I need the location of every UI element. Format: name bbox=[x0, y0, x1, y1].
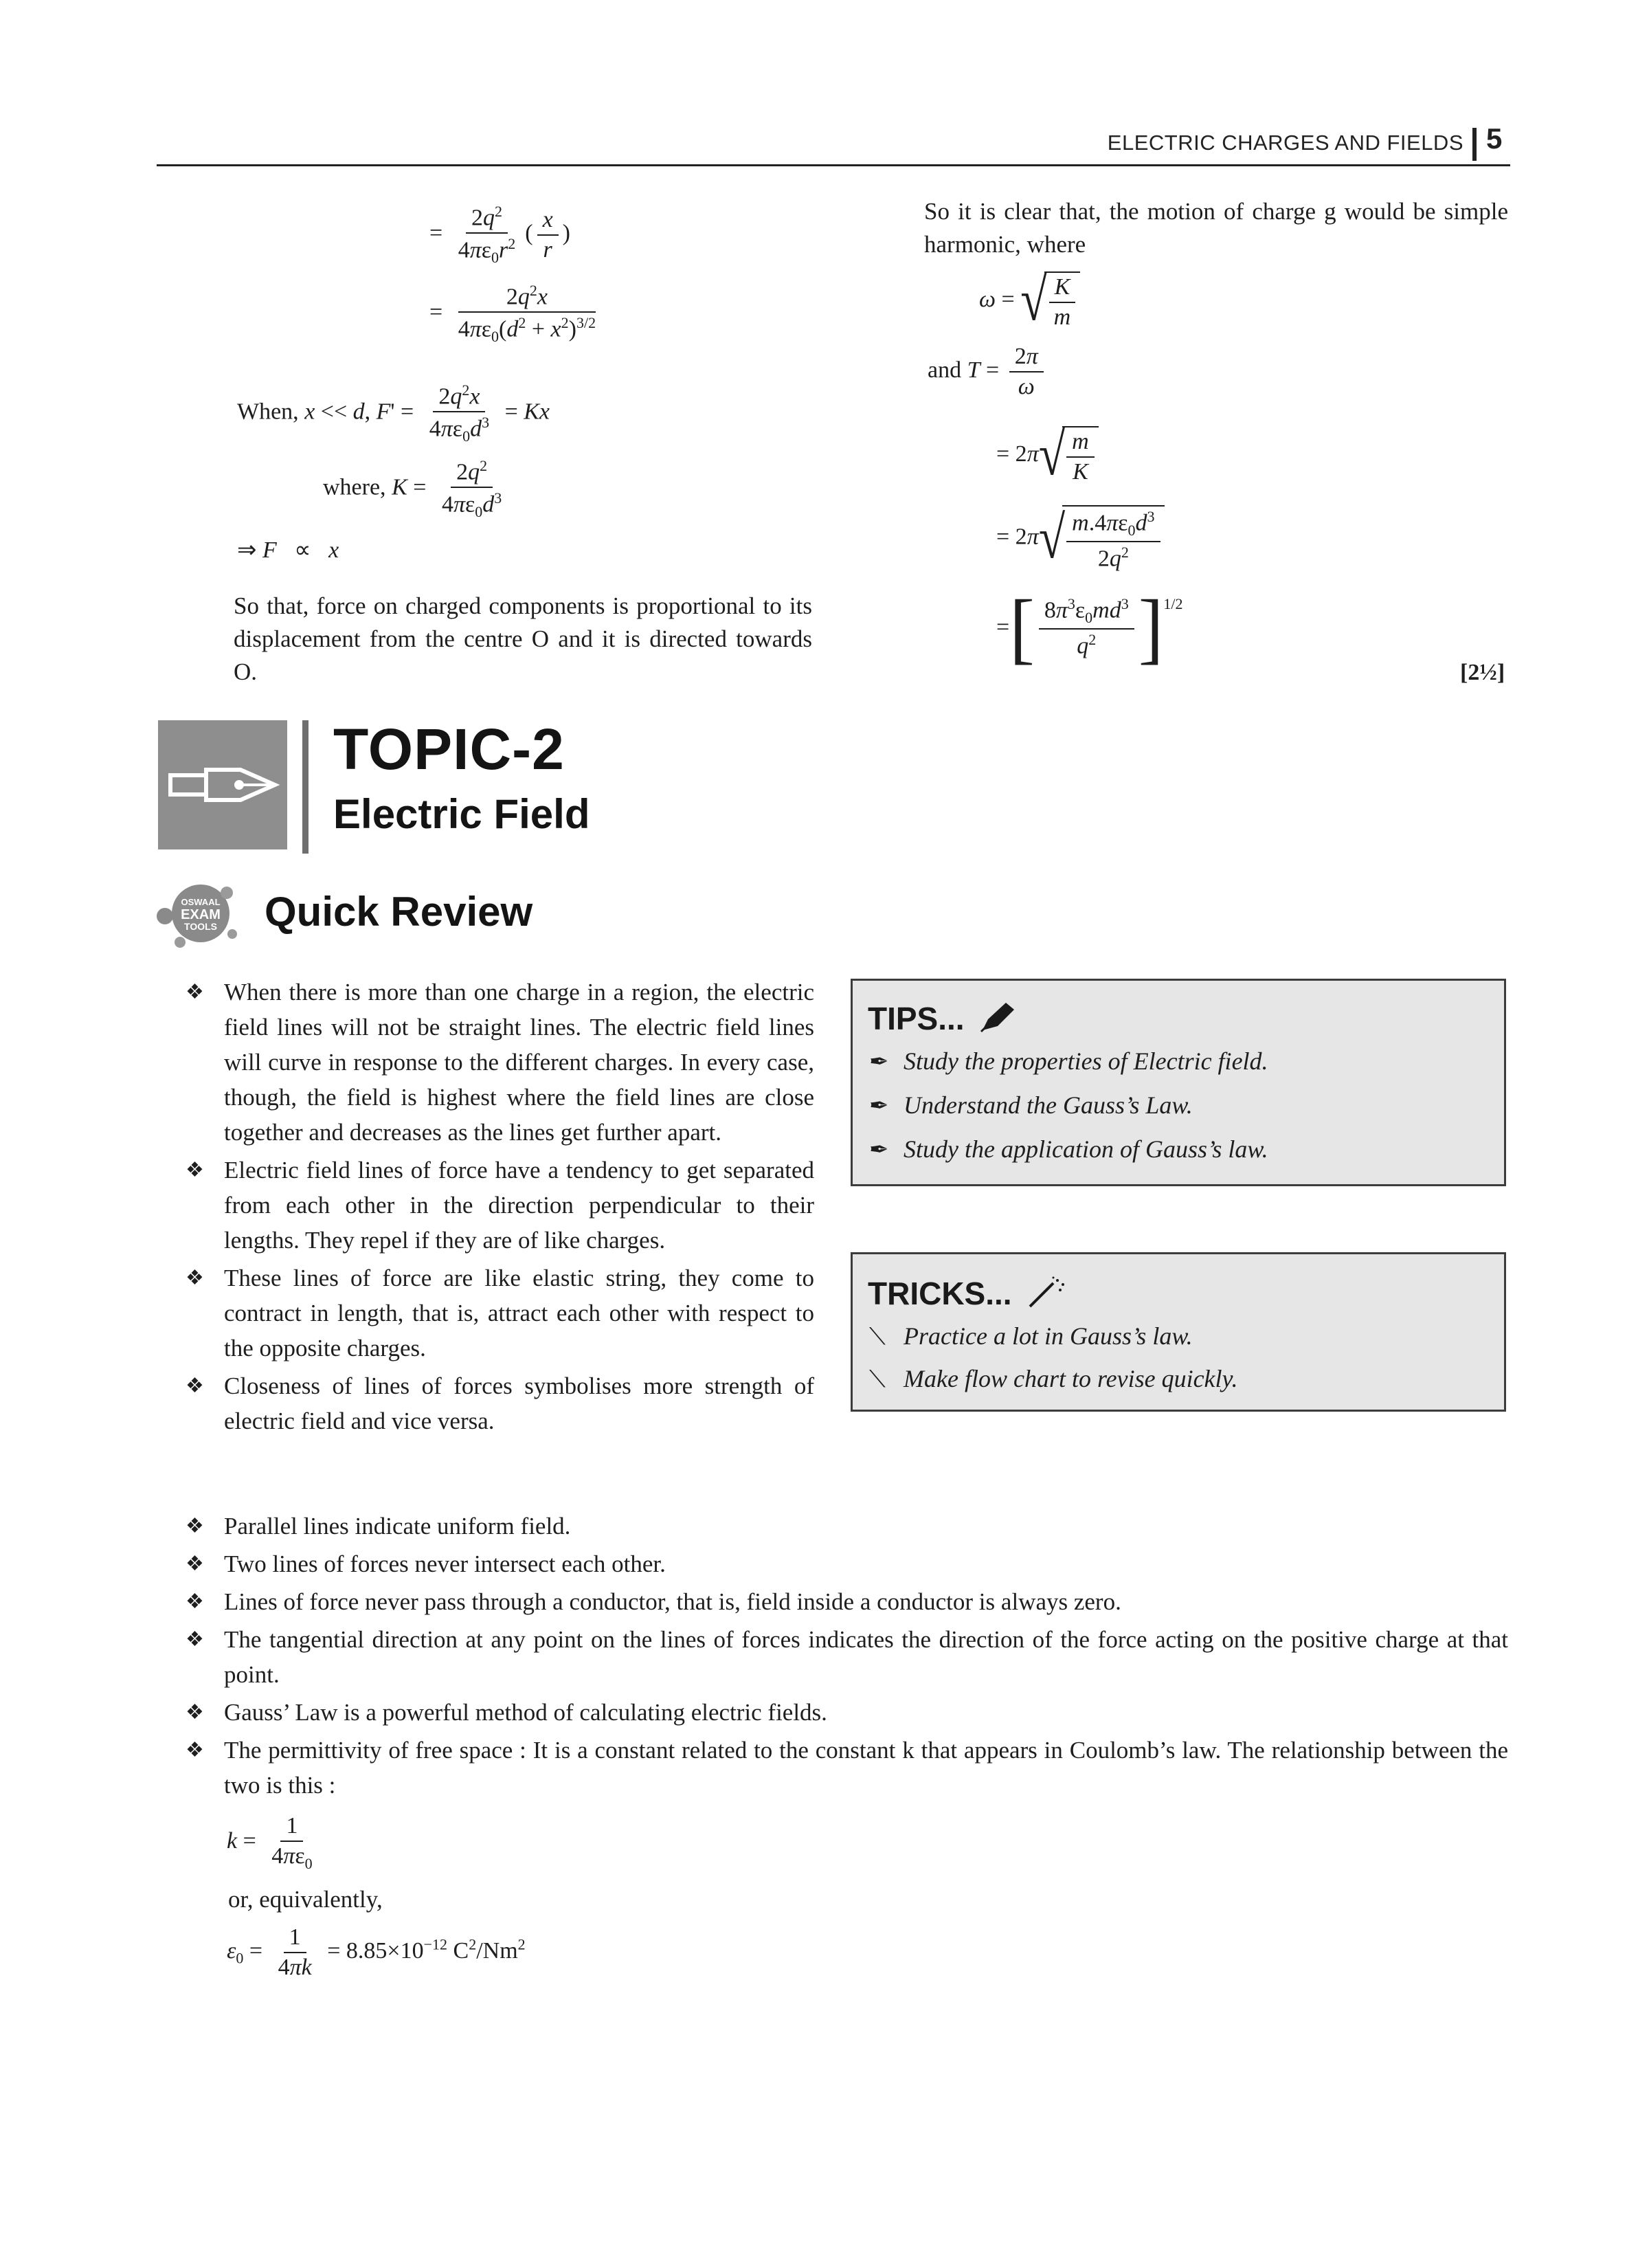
topic-subtitle: Electric Field bbox=[333, 791, 590, 837]
exam-tools-logo bbox=[153, 876, 242, 952]
logo-text-1: OSWAAL bbox=[181, 897, 221, 907]
list-item: ❖ Closeness of lines of forces symbolises more strength of electric field and vice versa. bbox=[186, 1368, 814, 1438]
list-item: ❖ Lines of force never pass through a conductor, that is, field inside a conductor is always zero. bbox=[186, 1584, 1508, 1619]
permittivity-equation: $\varepsilon_0$ = $\frac{1}{4\pi k}$ = $8.85\times 10^{-12}$ $C^2/Nm^2$ bbox=[227, 1924, 526, 1980]
equation-line-5: ⇒ F ∝ x bbox=[237, 537, 339, 563]
period-step-1: = 2π √ $\frac{m}{K}$ bbox=[996, 426, 1099, 485]
shm-intro-text: So it is clear that, the motion of charge g would be simple harmonic, where bbox=[924, 198, 1508, 258]
review-list-narrow bbox=[186, 975, 814, 1441]
diamond-bullet-icon: ❖ bbox=[186, 1701, 204, 1724]
quick-review-title: Quick Review bbox=[265, 889, 533, 935]
diamond-bullet-icon: ❖ bbox=[186, 1515, 204, 1537]
list-item: ❖ The permittivity of free space : It is a constant related to the constant k that appears in Coulomb’s law. The relationship between the two is this : bbox=[186, 1733, 1508, 1803]
pen-icon bbox=[978, 1000, 1017, 1042]
topic-divider bbox=[302, 720, 309, 854]
list-item: ❖ Electric field lines of force have a tendency to get separated from each other in the direction perpendicular to their lengths. They repel if they are of like charges. bbox=[186, 1153, 814, 1258]
period-step-2: = 2π √ $\frac{m.4\pi\varepsilon_0d^3}{2q^2}$ bbox=[996, 505, 1165, 572]
diamond-bullet-icon: ❖ bbox=[186, 1590, 204, 1613]
diamond-bullet-icon: ❖ bbox=[186, 1375, 204, 1397]
review-list-wide bbox=[186, 1509, 1508, 1805]
where-label: where, bbox=[323, 474, 386, 500]
tip-item: ✒ Study the properties of Electric field. bbox=[869, 1047, 1268, 1075]
period-equation: and T = $\frac{2\pi}{\omega}$ bbox=[928, 344, 1048, 400]
diamond-bullet-icon: ❖ bbox=[186, 981, 204, 1003]
fountain-pen-nib-icon bbox=[158, 720, 287, 849]
running-head: ELECTRIC CHARGES AND FIELDS bbox=[1107, 131, 1463, 155]
and-label: and bbox=[928, 357, 962, 383]
tip-item: ✒ Understand the Gauss’s Law. bbox=[869, 1091, 1193, 1119]
equation-line-3: When, x << d, F' = $\frac{2q^2x}{4\pi\varepsilon_0d^3}$ = Kx bbox=[237, 381, 550, 445]
topic-title: TOPIC-2 bbox=[333, 717, 565, 781]
pen-bullet-icon: ✒ bbox=[869, 1093, 889, 1119]
pen-bullet-icon: ✒ bbox=[869, 1137, 889, 1163]
logo-text-2: EXAM bbox=[181, 907, 221, 922]
logo-text-3: TOOLS bbox=[184, 921, 217, 932]
list-item: ❖ The tangential direction at any point on the lines of forces indicates the direction of the force acting on the positive charge at that point. bbox=[186, 1622, 1508, 1692]
marks-badge: [2½] bbox=[1460, 660, 1505, 685]
omega-equation: ω = √ $\frac{K}{m}$ bbox=[979, 271, 1080, 331]
equation-line-2: = $\frac{2q^2x}{4\pi\varepsilon_0(d^2 + x^2)^{3/2}}$ bbox=[429, 282, 596, 346]
tip-item: ✒ Study the application of Gauss’s law. bbox=[869, 1135, 1268, 1163]
tips-box bbox=[851, 979, 1506, 1186]
tricks-title: TRICKS... bbox=[868, 1275, 1067, 1317]
period-step-3: = [ $\frac{8\pi^3\varepsilon_0md^3}{q^2}$ ] $^{1/2}$ bbox=[996, 583, 1183, 672]
magic-wand-icon bbox=[1026, 1275, 1067, 1317]
wand-bullet-icon: ⟍ bbox=[869, 1367, 886, 1392]
list-item: ❖ Two lines of forces never intersect each other. bbox=[186, 1546, 1508, 1581]
list-item: ❖ Parallel lines indicate uniform field. bbox=[186, 1509, 1508, 1544]
tricks-box bbox=[851, 1252, 1506, 1412]
trick-item: ⟍ Practice a lot in Gauss’s law. bbox=[869, 1322, 1193, 1350]
pen-bullet-icon: ✒ bbox=[869, 1049, 889, 1075]
coulomb-constant-equation: k = $\frac{1}{4\pi\varepsilon_0}$ bbox=[227, 1813, 313, 1872]
tips-title: TIPS... bbox=[868, 1000, 1017, 1042]
wand-bullet-icon: ⟍ bbox=[869, 1324, 886, 1350]
when-label: When, bbox=[237, 399, 299, 425]
conclusion-text: So that, force on charged components is proportional to its displacement from the centre O and it is directed towards O. bbox=[234, 592, 812, 685]
diamond-bullet-icon: ❖ bbox=[186, 1628, 204, 1651]
diamond-bullet-icon: ❖ bbox=[186, 1553, 204, 1575]
list-item: ❖ When there is more than one charge in a region, the electric field lines will not be straight lines. The electric field lines will curve in response to the different charges. In every case, though, the field is highest where the field lines are close together and decreases as the lines get further apart. bbox=[186, 975, 814, 1150]
diamond-bullet-icon: ❖ bbox=[186, 1159, 204, 1181]
trick-item: ⟍ Make flow chart to revise quickly. bbox=[869, 1365, 1238, 1392]
header-rule bbox=[157, 164, 1510, 166]
equation-line-1: = $\frac{2q^2}{4\pi\varepsilon_0r^2}$ ( $\frac{x}{r}$ ) bbox=[429, 203, 570, 267]
header-divider bbox=[1472, 128, 1477, 161]
diamond-bullet-icon: ❖ bbox=[186, 1739, 204, 1761]
equation-line-4: where, K = $\frac{2q^2}{4\pi\varepsilon_0d^3}$ bbox=[323, 457, 502, 521]
list-item: ❖ Gauss’ Law is a powerful method of calculating electric fields. bbox=[186, 1695, 1508, 1730]
equivalently-text: or, equivalently, bbox=[228, 1886, 383, 1913]
list-item: ❖ These lines of force are like elastic string, they come to contract in length, that is, attract each other with respect to the opposite charges. bbox=[186, 1260, 814, 1366]
diamond-bullet-icon: ❖ bbox=[186, 1267, 204, 1289]
page-number: 5 bbox=[1486, 122, 1503, 155]
